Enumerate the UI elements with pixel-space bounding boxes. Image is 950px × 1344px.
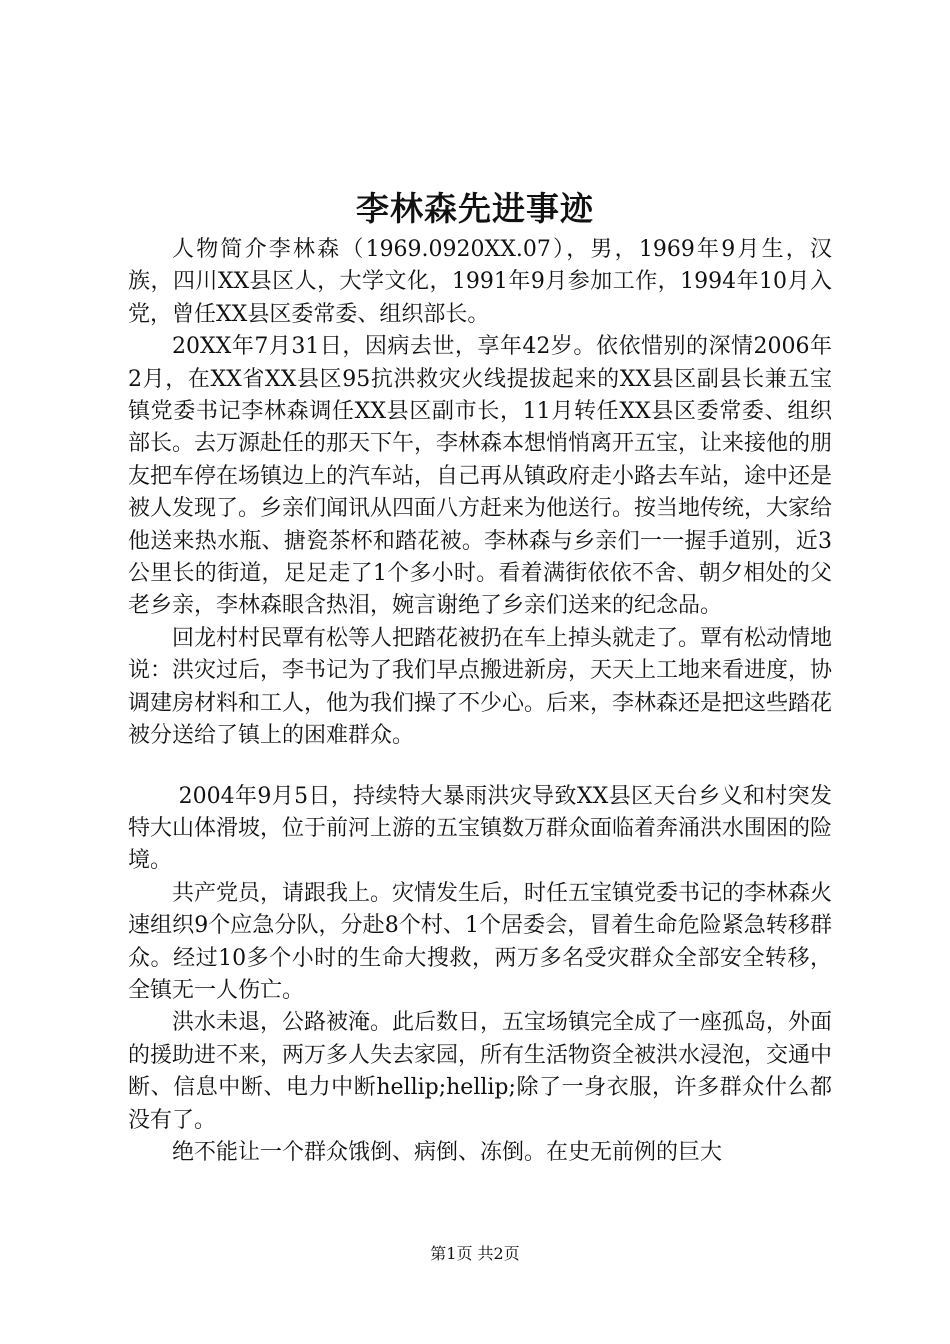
paragraph-continued: 绝不能让一个群众饿倒、病倒、冻倒。在史无前例的巨大 xyxy=(172,1139,723,1165)
paragraph-flood: 2004年9月5日，持续特大暴雨洪灾导致XX县区天台乡义和村突发特大山体滑坡，位于前河上游的五宝镇数万群众面临着奔涌洪水围困的险境。 xyxy=(128,783,833,874)
document-title: 李林森先进事迹 xyxy=(356,189,594,228)
document-body xyxy=(128,234,832,1169)
paragraph-intro: 人物简介李林森（1969.0920XX.07），男，1969年9月生，汉族，四川XX县区人，大学文化，1991年9月参加工作，1994年10月入党，曾任XX县区委常委、组织部长。 xyxy=(128,237,832,327)
page-footer: 第1页 共2页 xyxy=(430,1244,520,1263)
paragraph-farewell: 20XX年7月31日，因病去世，享年42岁。依依惜别的深情2006年2月，在XX省XX县区95抗洪救灾火线提拔起来的XX县区副县长兼五宝镇党委书记李林森调任XX县区副市长，11月转任XX县区委常委、组织部长。去万源赴任的那天下午，李林森本想悄悄离开五宝，让来接他的朋友把车停在场镇边上的汽车站，自己再从镇政府走小路去车站，途中还是被人发现了。乡亲们闻讯从四面八方赶来为他送行。按当地传统，大家给他送来热水瓶、搪瓷茶杯和踏花被。李林森与乡亲们一一握手道别，近3公里长的街道，足足走了1个多小时。看着满街依依不舍、朝夕相处的父老乡亲，李林森眼含热泪，婉言谢绝了乡亲们送来的纪念品。 xyxy=(128,334,833,619)
paragraph-rescue: 共产党员，请跟我上。灾情发生后，时任五宝镇党委书记的李林森火速组织9个应急分队，分赴8个村、1个居委会，冒着生命危险紧急转移群众。经过10多个小时的生命大搜救，两万多名受灾群众全部安全转移，全镇无一人伤亡。 xyxy=(128,880,833,1003)
paragraph-isolation: 洪水未退，公路被淹。此后数日，五宝场镇完全成了一座孤岛，外面的援助进不来，两万多人失去家园，所有生活物资全被洪水浸泡，交通中断、信息中断、电力中断hellip;hellip;除了一身衣服，许多群众什么都没有了。 xyxy=(128,1010,833,1133)
paragraph-villager: 回龙村村民覃有松等人把踏花被扔在车上掉头就走了。覃有松动情地说：洪灾过后，李书记为了我们早点搬进新房，天天上工地来看进度，协调建房材料和工人，他为我们操了不少心。后来，李林森还是把这些踏花被分送给了镇上的困难群众。 xyxy=(128,625,833,749)
